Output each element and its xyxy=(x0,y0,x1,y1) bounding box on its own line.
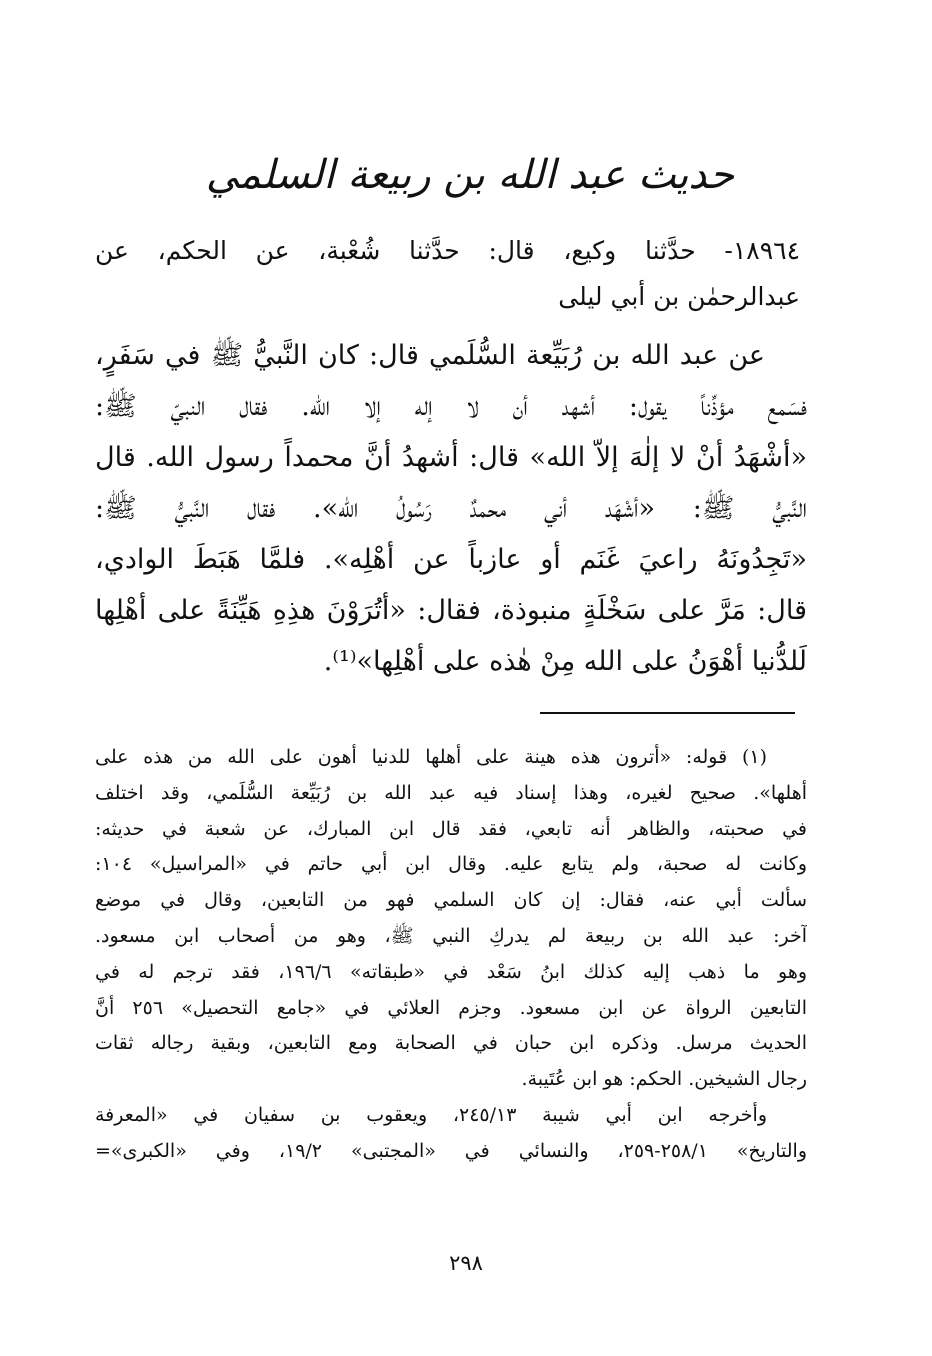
matn-line: «أشْهَدُ أنْ لا إلٰهَ إلاّ الله» قال: أشهدُ أنَّ محمداً رسول الله. قال xyxy=(95,442,807,473)
footnote-line: آخر: عبد الله بن ربيعة لم يدركِ النبي ﷺ، وهو من أصحاب ابن مسعود. xyxy=(95,924,807,947)
footnote-divider xyxy=(540,712,795,714)
footnotes xyxy=(95,740,807,1170)
matn-line: فسَمع مؤذِّناً يقول: أشهد أن لا إله إلا الله. فقال النبيّ ﷺ: xyxy=(95,391,807,422)
footnote-line: وأخرجه ابن أبي شيبة ٢٤٥/١٣، ويعقوب بن سفيان في «المعرفة xyxy=(95,1103,768,1126)
matn-line: لَلدُّنيا أهْوَنُ على الله مِنْ هٰذه على أهْلِها»⁽¹⁾. xyxy=(323,646,807,677)
footnote-line: في صحبته، والظاهر أنه تابعي، فقد قال ابن المبارك، عن شعبة في حديثه: xyxy=(95,817,807,840)
footnote-line: (١) قوله: «أترون هذه هينة على أهلها للدنيا أهون على الله من هذه على xyxy=(95,746,767,768)
matn-paragraph xyxy=(95,330,807,687)
matn-line: قال: مَرَّ على سَخْلَةٍ منبوذة، فقال: «أتُرَوْنَ هذِهِ هَيِّنَةً على أهْلِها xyxy=(95,595,807,626)
hadith-title: حديث عبد الله بن ربيعة السلمي xyxy=(205,152,735,198)
matn-line: النَّبيُّ ﷺ: «أشْهَد أني محمدٌ رَسُولُ الله». فقال النَّبيُّ ﷺ: xyxy=(95,493,807,524)
footnote-line: التابعين الرواة عن ابن مسعود. وجزم العلائي في «جامع التحصيل» ٢٥٦ أنَّ xyxy=(95,996,807,1019)
footnote-line: الحديث مرسل. وذكره ابن حبان في الصحابة ومع التابعين، وبقية رجاله ثقات xyxy=(95,1032,807,1055)
footnote-line: سألت أبي عنه، فقال: إن كان السلمي فهو من التابعين، وقال في موضع xyxy=(95,889,807,912)
footnote-line: وهو ما ذهب إليه كذلك ابنُ سَعْد في «طبقاته» ١٩٦/٦، فقد ترجم له في xyxy=(95,960,807,983)
matn-line: «تَجِدُونَهُ راعيَ غَنَم أو عازباً عن أهْلِه». فلمَّا هَبَطَ الوادي، xyxy=(95,544,807,575)
footnote-line: رجال الشيخين. الحكم: هو ابن عُتَيبة. xyxy=(521,1068,807,1091)
isnad-line: عبدالرحمٰن بن أبي ليلى xyxy=(558,282,800,311)
footnote-line: والتاريخ» ٢٥٨/١-٢٥٩، والنسائي في «المجتبى» ١٩/٢، وفي «الكبرى»= xyxy=(95,1139,807,1162)
page-number: ٢٩٨ xyxy=(449,1251,483,1275)
isnad-line: ١٨٩٦٤- حدَّثنا وكيع، قال: حدَّثنا شُعْبة، عن الحكم، عن xyxy=(95,236,800,265)
footnote-line: وكانت له صحبة، ولم يتابع عليه. وقال ابن أبي حاتم في «المراسيل» ١٠٤: xyxy=(95,853,807,876)
footnote-line: أهلها». صحيح لغيره، وهذا إسناد فيه عبد الله بن رُبَيِّعة السُّلَمي، وقد اختلف xyxy=(95,781,807,804)
isnad-paragraph xyxy=(95,228,800,320)
matn-line: عن عبد الله بن رُبَيِّعة السُّلَمي قال: كان النَّبيُّ ﷺ في سَفَرٍ، xyxy=(95,340,765,371)
